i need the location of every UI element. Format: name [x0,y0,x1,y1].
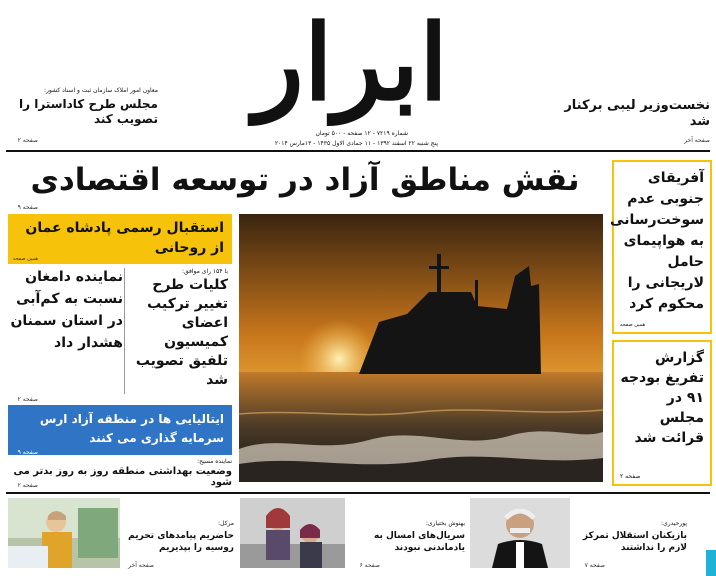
corner-accent-bar [706,550,716,576]
right-box-1-source: همین صفحه [620,322,646,328]
masthead-title: ابرار [253,1,448,124]
top-left-headline[interactable]: مجلس طرح کاداسترا را تصویب کند [19,97,158,126]
strip-3-headline[interactable]: بازیکنان استقلال تمرکز لازم را نداشتند [582,531,687,553]
main-page: صفحه ۹ [17,204,38,211]
issue-line-1: شماره ۷۲۱۹ - ۱۲ صفحه - ۵۰۰ تومان [315,130,408,137]
story-damghan[interactable]: نماینده دامغان نسبت به کم‌آبی در استان سمنان هشدار داد [10,269,123,351]
top-right-headline[interactable]: نخست‌وزیر لیبی برکنار شد [564,98,710,129]
strip-3-kicker: پورحیدری: [661,520,687,527]
left-col-page: صفحه ۲ [17,396,38,403]
thumb-bakhtiari[interactable] [240,498,345,568]
strip-divider [6,492,710,494]
strip-1-page: صفحه آخر [128,562,154,569]
strip-1-headline[interactable]: حاضریم پیامدهای تحریم روسیه را بپذیریم [128,531,234,553]
yellow-box-source: همین صفحه [12,256,38,262]
blue-box-page: صفحه ۹ [17,449,38,456]
bottom-left-kicker: نماینده مسیح: [197,458,232,465]
blue-box-headline[interactable]: ایتالیایی ها در منطقه آزاد ارس سرمایه گذاری می کنند [8,405,232,455]
strip-1-kicker: مرکل: [218,520,234,527]
story-budget-commission[interactable]: کلیات طرح تغییر ترکیب اعضای کمیسیون تلفیق تصویب شد [135,277,228,388]
right-box-south-africa[interactable] [612,160,712,334]
right-box-2-page: صفحه ۲ [620,473,641,480]
issue-line-2: پنج شنبه ۲۲ اسفند ۱۳۹۲ - ۱۱ جمادی الاول ۱۴۳۵ - ۱۳مارس ۲۰۱۴ [274,140,438,147]
thumb-merkel[interactable] [8,498,120,568]
main-headline[interactable]: نقش مناطق آزاد در توسعه اقتصادی [30,162,580,198]
top-left-page: صفحه ۲ [17,137,38,144]
right-box-2-text: گزارش تفریغ بودجه ۹۱ در مجلس قرائت شد [620,350,704,446]
yellow-box-headline[interactable]: استقبال رسمی پادشاه عمان از روحانی [8,214,232,264]
strip-3-page: صفحه ۷ [584,562,605,569]
masthead-logo [253,1,448,134]
main-photo-ship[interactable] [239,214,603,482]
top-left-kicker: معاون امور املاک سازمان ثبت و اسناد کشور: [43,87,158,94]
strip-2-kicker: بهنوش بختیاری: [425,520,465,527]
bottom-left-headline[interactable]: وضعیت بهداشتی منطقه روز به روز بدتر می شود [13,466,232,488]
strip-2-headline[interactable]: سریال‌های امسال به یادماندنی نبودند [374,531,465,553]
story-budget-kicker: با ۱۵۴ رای موافق: [181,268,228,275]
right-box-budget-report[interactable] [612,340,712,486]
right-box-1-text: آفریقای جنوبی عدم سوخت‌رسانی به هواپیمای حامل لاریجانی را محکوم کرد [610,170,704,312]
column-divider [124,268,125,394]
top-right-page: صفحه آخر [684,137,710,144]
thumb-pourheidari[interactable] [470,498,570,568]
bottom-left-page: صفحه ۲ [17,482,38,489]
header-divider [6,150,710,152]
strip-2-page: صفحه ۶ [359,562,380,569]
